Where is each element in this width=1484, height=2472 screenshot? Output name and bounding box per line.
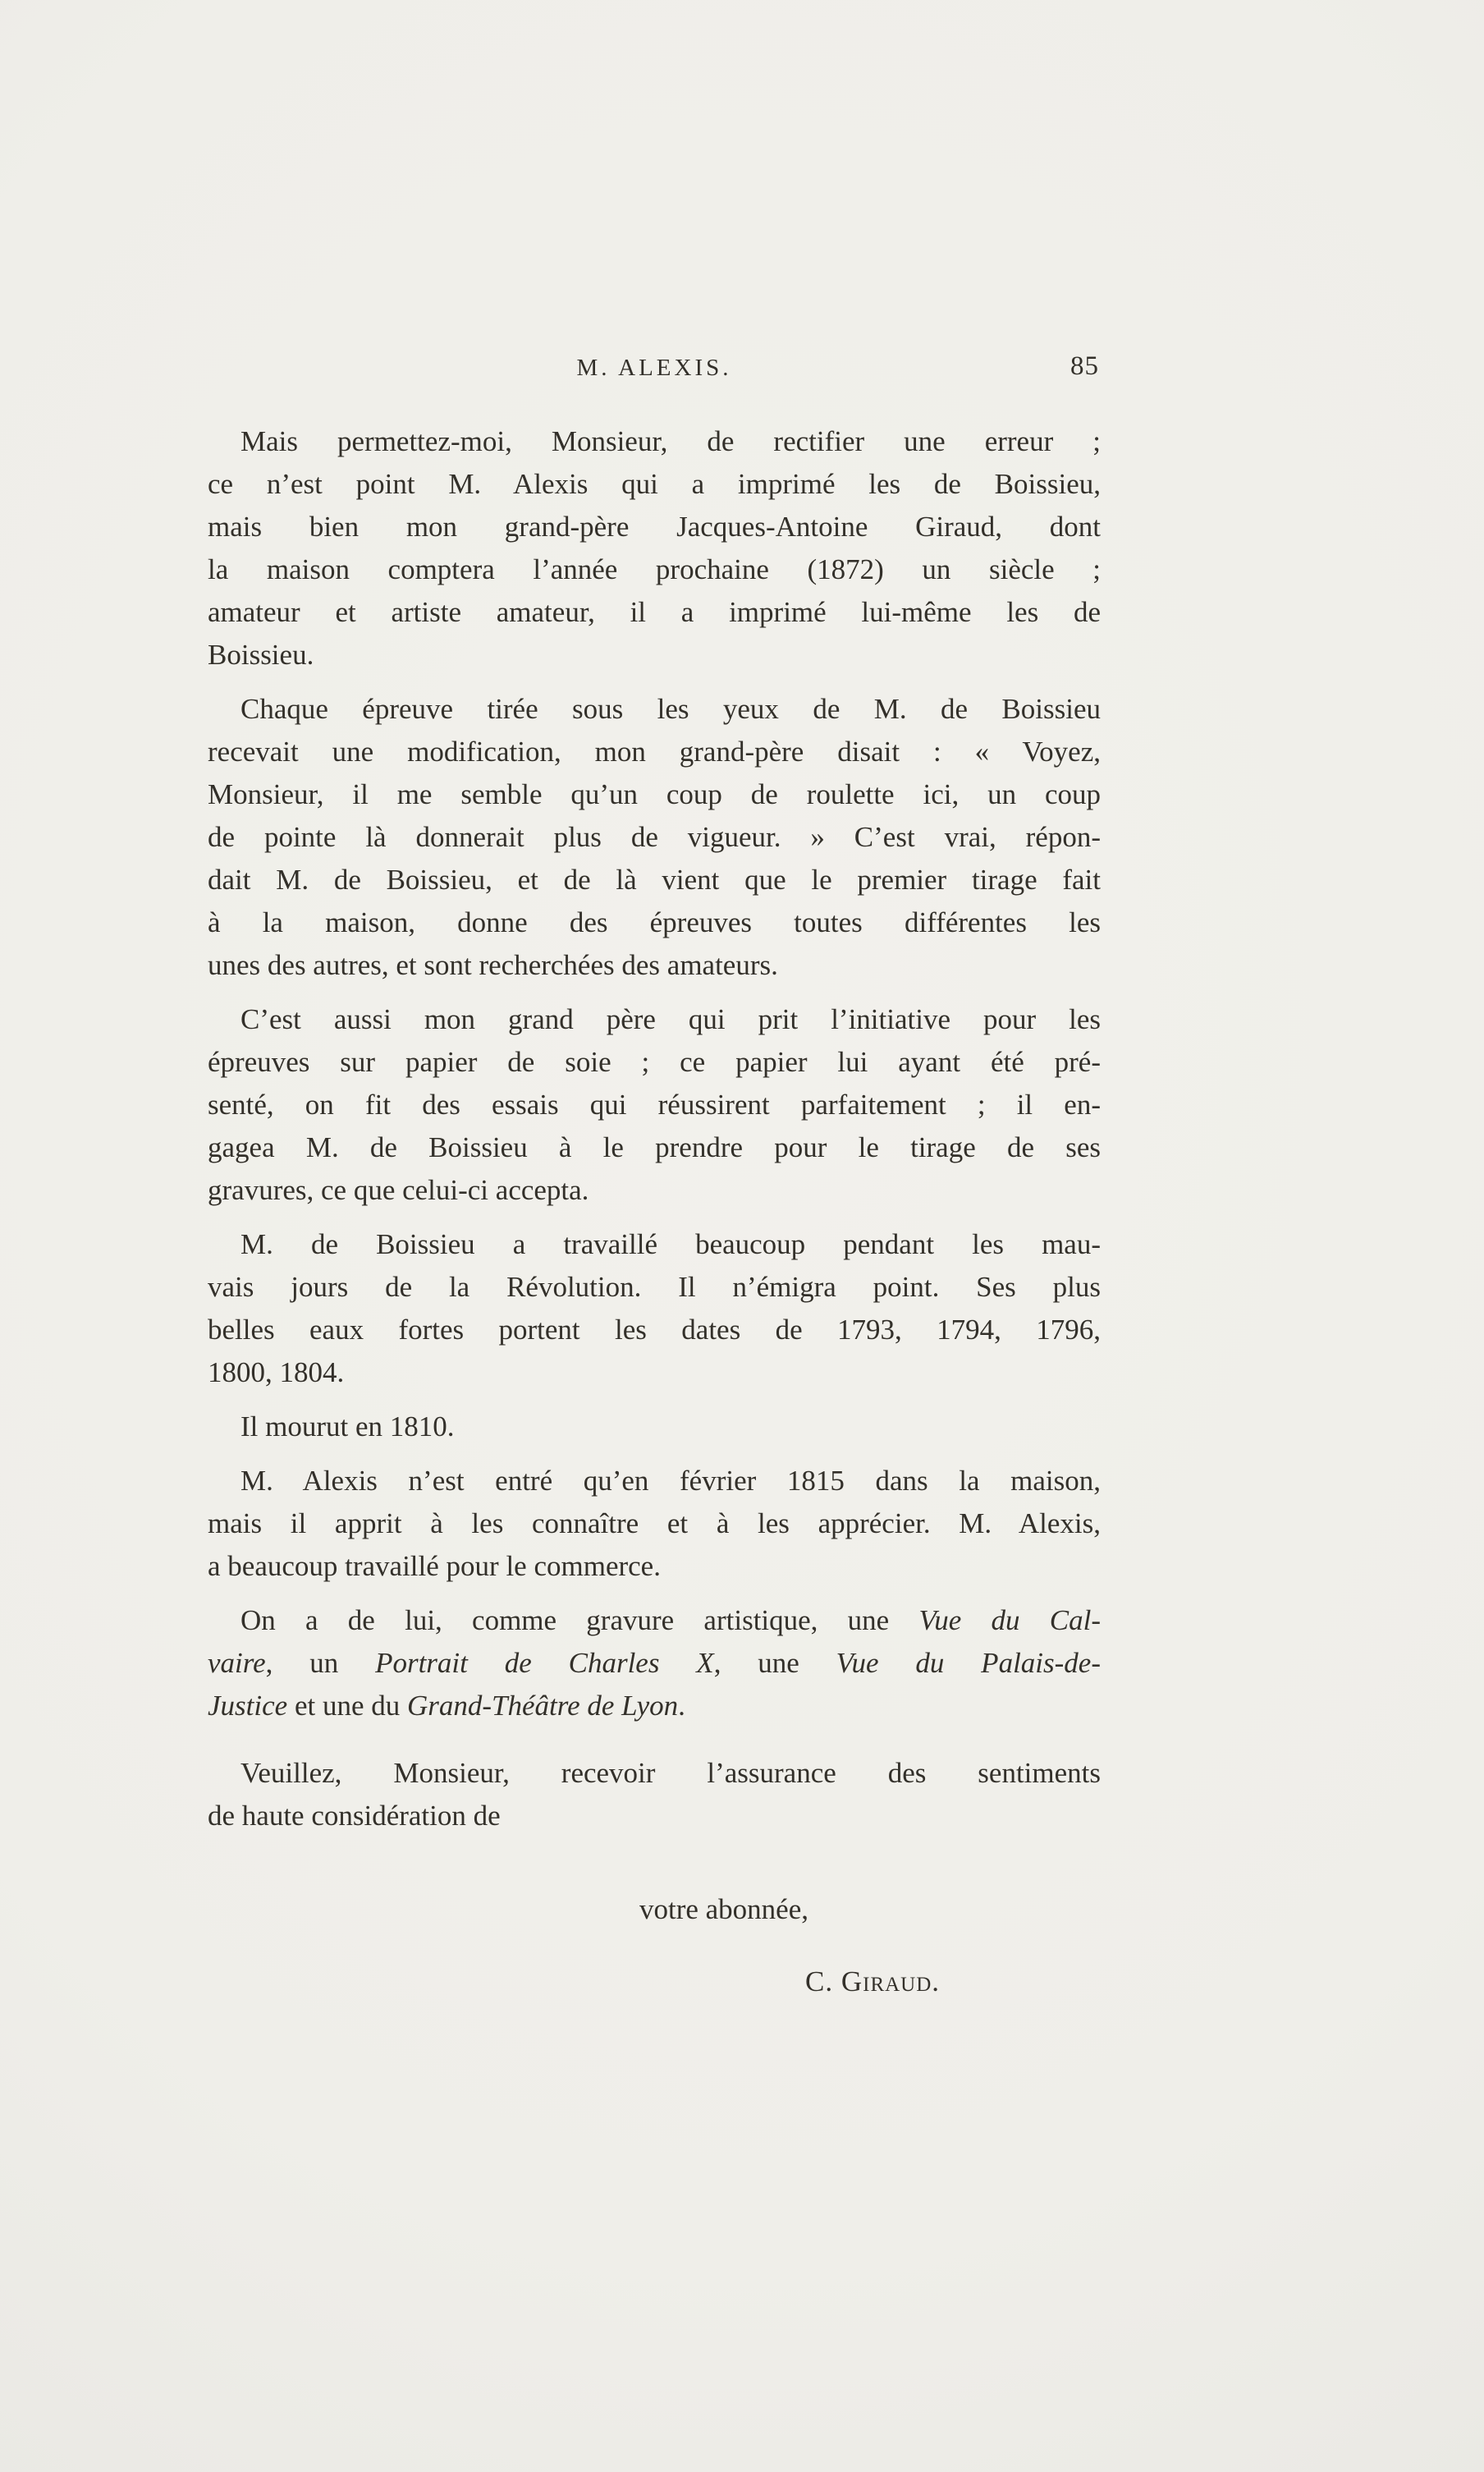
text-line (208, 420, 1101, 463)
paragraph (208, 1460, 1101, 1588)
paragraph (208, 1599, 1101, 1727)
text-segment: 1800, 1804. (208, 1356, 345, 1388)
text-line (208, 1084, 1101, 1126)
text-segment: a beaucoup travaillé pour le commerce. (208, 1550, 661, 1582)
text-segment: de pointe là donnerait plus de vigueur. » C’est vrai, répon- (208, 821, 1101, 853)
text-segment: vais jours de la Révolution. Il n’émigra point. Ses plus (208, 1271, 1101, 1303)
text-segment: Mais permettez-moi, Monsieur, de rectifier une erreur ; (240, 425, 1101, 457)
text-segment: M. Alexis n’est entré qu’en février 1815 dans la maison, (240, 1465, 1101, 1497)
page-number: 85 (1070, 351, 1099, 381)
text-segment: la maison comptera l’année prochaine (1872) un siècle ; (208, 553, 1101, 585)
text-segment: , un (265, 1647, 376, 1679)
text-segment: senté, on fit des essais qui réussirent parfaitement ; il en- (208, 1089, 1101, 1121)
running-title: M. ALEXIS. (576, 355, 732, 381)
text-segment: Il mourut en 1810. (240, 1410, 455, 1442)
paragraph (208, 1752, 1101, 1837)
text-segment: à la maison, donne des épreuves toutes différentes les (208, 906, 1101, 938)
work-title: Grand-Théâtre de Lyon (406, 1690, 679, 1722)
text-segment: mais il apprit à les connaître et à les apprécier. M. Alexis, (208, 1507, 1101, 1539)
text-segment: gagea M. de Boissieu à le prendre pour le tirage de ses (208, 1131, 1101, 1163)
text-line (208, 901, 1101, 944)
text-line (208, 634, 1101, 676)
text-line (208, 463, 1101, 506)
paragraph (208, 1223, 1101, 1394)
text-segment: gravures, ce que celui-ci accepta. (208, 1174, 589, 1206)
text-segment: C’est aussi mon grand père qui prit l’initiative pour les (240, 1003, 1101, 1035)
text-line (208, 998, 1101, 1041)
work-title: vaire (208, 1647, 266, 1679)
paragraph (208, 998, 1101, 1212)
text-segment: amateur et artiste amateur, il a imprimé lui-même les de (208, 596, 1101, 628)
work-title: Vue du Palais-de- (836, 1647, 1101, 1679)
text-line (208, 1309, 1101, 1351)
text-segment: Veuillez, Monsieur, recevoir l’assurance des sentiments (240, 1757, 1101, 1789)
paragraph (208, 688, 1101, 987)
text-line (208, 1502, 1101, 1545)
text-line (208, 1599, 1101, 1642)
text-segment: Chaque épreuve tirée sous les yeux de M. de Boissieu (240, 693, 1101, 725)
signature: C. Giraud. (805, 1965, 941, 1997)
work-title: Vue du Cal- (918, 1604, 1102, 1636)
text-segment: dait M. de Boissieu, et de là vient que le premier tirage fait (208, 864, 1101, 896)
text-line (208, 1406, 1101, 1448)
closing (208, 1888, 1101, 2003)
text-line (208, 1460, 1101, 1502)
text-segment: Boissieu. (208, 639, 314, 671)
text-line (208, 1223, 1101, 1266)
text-line (208, 506, 1101, 548)
text-segment: épreuves sur papier de soie ; ce papier lui ayant été pré- (208, 1046, 1101, 1078)
text-line (208, 1752, 1101, 1795)
text-segment: , une (713, 1647, 836, 1679)
text-block (208, 351, 1102, 2003)
text-line (208, 1685, 1101, 1727)
text-segment: de haute considération de (208, 1800, 501, 1832)
text-line (208, 1126, 1101, 1169)
text-segment: recevait une modification, mon grand-père disait : « Voyez, (208, 736, 1101, 768)
text-segment: belles eaux fortes portent les dates de 1793, 1794, 1796, (208, 1314, 1101, 1346)
text-line (208, 1041, 1101, 1084)
paragraphs (208, 420, 1101, 1837)
closing-valediction: votre abonnée, (639, 1893, 809, 1925)
text-line (208, 591, 1101, 634)
work-title: Portrait de Charles X (375, 1647, 714, 1679)
text-segment: . (678, 1690, 685, 1722)
text-line (208, 1169, 1101, 1212)
text-line (208, 731, 1101, 773)
text-line (208, 1795, 1101, 1837)
text-line (208, 859, 1101, 901)
paragraph (208, 1406, 1101, 1448)
text-segment: mais bien mon grand-père Jacques-Antoine Giraud, dont (208, 511, 1101, 543)
text-line (208, 1351, 1101, 1394)
text-segment: et une du (287, 1690, 407, 1722)
work-title: Justice (208, 1690, 288, 1722)
text-line (208, 1545, 1101, 1588)
text-segment: unes des autres, et sont recherchées des amateurs. (208, 949, 778, 981)
text-line (208, 944, 1101, 987)
text-line (208, 773, 1101, 816)
text-segment: On a de lui, comme gravure artistique, une (240, 1604, 919, 1636)
text-line (208, 1266, 1101, 1309)
text-segment: Monsieur, il me semble qu’un coup de roulette ici, un coup (208, 778, 1101, 810)
text-segment: ce n’est point M. Alexis qui a imprimé les de Boissieu, (208, 468, 1101, 500)
text-line (208, 1642, 1101, 1685)
text-line (208, 816, 1101, 859)
paragraph (208, 420, 1101, 676)
page-header (208, 351, 1101, 394)
text-line (208, 548, 1101, 591)
text-line (208, 688, 1101, 731)
text-segment: M. de Boissieu a travaillé beaucoup pendant les mau- (240, 1228, 1101, 1260)
